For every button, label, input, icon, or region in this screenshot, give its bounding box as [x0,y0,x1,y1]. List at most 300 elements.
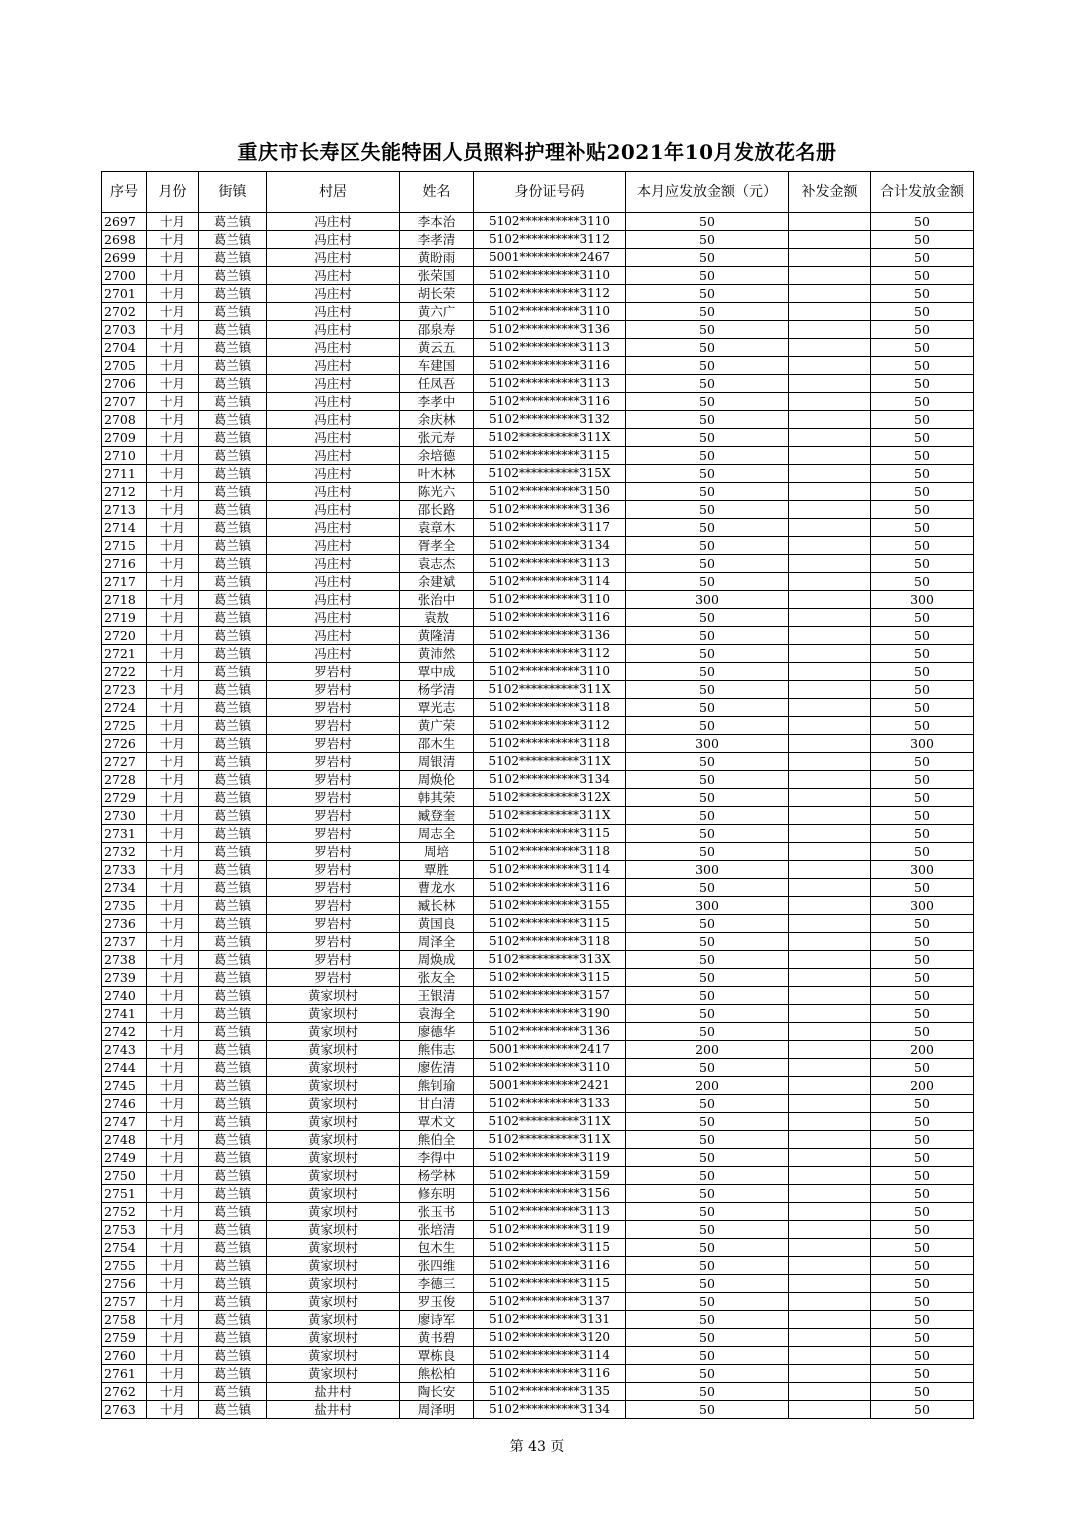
cell-amount: 50 [626,1329,789,1347]
cell-id: 5102**********311X [474,807,626,825]
table-row [102,411,974,429]
cell-id: 5102**********3118 [474,843,626,861]
cell-id: 5102**********3115 [474,825,626,843]
cell-name: 黄盼雨 [400,249,474,267]
cell-amount: 50 [626,1257,789,1275]
cell-supplement [789,483,871,501]
cell-total: 50 [871,537,974,555]
cell-amount: 50 [626,699,789,717]
cell-name: 熊松柏 [400,1365,474,1383]
table-row [102,339,974,357]
cell-village: 黄家坝村 [267,1329,400,1347]
cell-month: 十月 [147,1293,199,1311]
cell-id: 5102**********3116 [474,879,626,897]
cell-month: 十月 [147,519,199,537]
cell-seq: 2725 [102,717,147,735]
cell-month: 十月 [147,447,199,465]
table-row [102,447,974,465]
table-row [102,1347,974,1365]
cell-seq: 2697 [102,213,147,231]
cell-month: 十月 [147,411,199,429]
cell-village: 罗岩村 [267,915,400,933]
table-row [102,1077,974,1095]
cell-supplement [789,663,871,681]
cell-id: 5102**********3134 [474,1401,626,1419]
cell-supplement [789,609,871,627]
cell-month: 十月 [147,1005,199,1023]
cell-village: 冯庄村 [267,591,400,609]
table-row [102,1365,974,1383]
cell-name: 袁志杰 [400,555,474,573]
cell-month: 十月 [147,1311,199,1329]
cell-seq: 2715 [102,537,147,555]
table-row [102,1311,974,1329]
cell-town: 葛兰镇 [199,645,267,663]
cell-id: 5102**********3115 [474,1239,626,1257]
cell-seq: 2756 [102,1275,147,1293]
cell-month: 十月 [147,1239,199,1257]
cell-seq: 2699 [102,249,147,267]
cell-total: 50 [871,285,974,303]
cell-month: 十月 [147,321,199,339]
cell-supplement [789,879,871,897]
cell-name: 周志全 [400,825,474,843]
cell-month: 十月 [147,1023,199,1041]
cell-total: 50 [871,375,974,393]
cell-id: 5102**********313X [474,951,626,969]
table-row [102,1257,974,1275]
cell-amount: 50 [626,249,789,267]
cell-name: 覃栋良 [400,1347,474,1365]
cell-name: 韩其荣 [400,789,474,807]
cell-supplement [789,1275,871,1293]
cell-town: 葛兰镇 [199,1059,267,1077]
cell-amount: 50 [626,1185,789,1203]
cell-name: 周焕成 [400,951,474,969]
cell-total: 50 [871,1149,974,1167]
cell-town: 葛兰镇 [199,267,267,285]
cell-amount: 50 [626,339,789,357]
cell-town: 葛兰镇 [199,1257,267,1275]
cell-amount: 50 [626,609,789,627]
cell-total: 50 [871,933,974,951]
cell-supplement [789,591,871,609]
cell-month: 十月 [147,1383,199,1401]
cell-seq: 2762 [102,1383,147,1401]
cell-seq: 2741 [102,1005,147,1023]
cell-supplement [789,753,871,771]
cell-supplement [789,915,871,933]
cell-town: 葛兰镇 [199,627,267,645]
cell-town: 葛兰镇 [199,1239,267,1257]
cell-amount: 50 [626,555,789,573]
cell-name: 杨学清 [400,681,474,699]
cell-supplement [789,1005,871,1023]
table-row [102,879,974,897]
cell-month: 十月 [147,789,199,807]
cell-amount: 50 [626,393,789,411]
cell-name: 陈光六 [400,483,474,501]
cell-month: 十月 [147,987,199,1005]
cell-seq: 2718 [102,591,147,609]
cell-id: 5102**********3118 [474,699,626,717]
cell-amount: 200 [626,1041,789,1059]
cell-village: 冯庄村 [267,429,400,447]
cell-total: 50 [871,573,974,591]
cell-village: 罗岩村 [267,897,400,915]
cell-town: 葛兰镇 [199,1077,267,1095]
cell-total: 50 [871,1347,974,1365]
cell-town: 葛兰镇 [199,357,267,375]
cell-total: 50 [871,1095,974,1113]
cell-id: 5102**********3112 [474,231,626,249]
cell-amount: 50 [626,879,789,897]
cell-seq: 2719 [102,609,147,627]
cell-total: 50 [871,249,974,267]
col-header-total: 合计发放金额 [871,172,974,213]
cell-id: 5102**********3115 [474,969,626,987]
table-row [102,735,974,753]
cell-month: 十月 [147,1257,199,1275]
table-row [102,483,974,501]
cell-name: 黄书碧 [400,1329,474,1347]
cell-village: 黄家坝村 [267,1095,400,1113]
cell-total: 50 [871,483,974,501]
cell-amount: 50 [626,1221,789,1239]
cell-supplement [789,411,871,429]
cell-amount: 50 [626,465,789,483]
cell-name: 包木生 [400,1239,474,1257]
cell-supplement [789,843,871,861]
cell-month: 十月 [147,933,199,951]
cell-amount: 50 [626,663,789,681]
table-row [102,1131,974,1149]
cell-supplement [789,1365,871,1383]
cell-seq: 2734 [102,879,147,897]
table-row [102,573,974,591]
cell-seq: 2708 [102,411,147,429]
cell-name: 曹龙水 [400,879,474,897]
cell-town: 葛兰镇 [199,1023,267,1041]
cell-amount: 50 [626,789,789,807]
cell-seq: 2726 [102,735,147,753]
cell-amount: 50 [626,1383,789,1401]
cell-id: 5102**********3115 [474,1275,626,1293]
cell-supplement [789,573,871,591]
cell-supplement [789,231,871,249]
cell-name: 车建国 [400,357,474,375]
cell-id: 5001**********2417 [474,1041,626,1059]
cell-id: 5102**********3110 [474,213,626,231]
table-row [102,501,974,519]
table-row [102,681,974,699]
cell-village: 冯庄村 [267,339,400,357]
cell-name: 陶长安 [400,1383,474,1401]
cell-month: 十月 [147,717,199,735]
cell-amount: 300 [626,735,789,753]
cell-town: 葛兰镇 [199,465,267,483]
cell-total: 50 [871,393,974,411]
table-body [102,213,974,1419]
cell-town: 葛兰镇 [199,447,267,465]
cell-amount: 50 [626,1131,789,1149]
cell-name: 张友全 [400,969,474,987]
cell-id: 5102**********3114 [474,861,626,879]
cell-village: 冯庄村 [267,501,400,519]
table-row [102,1023,974,1041]
table-row [102,645,974,663]
cell-supplement [789,1221,871,1239]
cell-village: 冯庄村 [267,213,400,231]
cell-town: 葛兰镇 [199,915,267,933]
cell-total: 50 [871,609,974,627]
cell-amount: 50 [626,681,789,699]
cell-supplement [789,681,871,699]
cell-id: 5102**********3134 [474,771,626,789]
cell-village: 冯庄村 [267,465,400,483]
cell-town: 葛兰镇 [199,1275,267,1293]
table-row [102,1149,974,1167]
cell-town: 葛兰镇 [199,753,267,771]
cell-month: 十月 [147,771,199,789]
cell-total: 50 [871,969,974,987]
cell-total: 50 [871,1365,974,1383]
cell-seq: 2735 [102,897,147,915]
cell-town: 葛兰镇 [199,303,267,321]
cell-town: 葛兰镇 [199,843,267,861]
cell-village: 黄家坝村 [267,1221,400,1239]
cell-id: 5102**********3116 [474,393,626,411]
table-row [102,285,974,303]
cell-amount: 50 [626,537,789,555]
cell-id: 5102**********3112 [474,645,626,663]
cell-amount: 50 [626,1203,789,1221]
cell-total: 50 [871,627,974,645]
cell-total: 50 [871,357,974,375]
cell-total: 50 [871,321,974,339]
cell-amount: 50 [626,213,789,231]
cell-town: 葛兰镇 [199,1131,267,1149]
cell-total: 50 [871,1131,974,1149]
table-row [102,591,974,609]
cell-seq: 2737 [102,933,147,951]
cell-id: 5102**********3118 [474,933,626,951]
cell-name: 王银清 [400,987,474,1005]
cell-amount: 50 [626,807,789,825]
cell-seq: 2763 [102,1401,147,1419]
cell-total: 50 [871,1275,974,1293]
cell-total: 50 [871,879,974,897]
cell-supplement [789,357,871,375]
cell-id: 5102**********3110 [474,591,626,609]
cell-village: 黄家坝村 [267,987,400,1005]
cell-village: 罗岩村 [267,843,400,861]
cell-seq: 2728 [102,771,147,789]
cell-name: 周培 [400,843,474,861]
cell-seq: 2742 [102,1023,147,1041]
cell-month: 十月 [147,1203,199,1221]
cell-village: 罗岩村 [267,753,400,771]
cell-seq: 2730 [102,807,147,825]
cell-name: 臧长林 [400,897,474,915]
cell-seq: 2733 [102,861,147,879]
cell-village: 冯庄村 [267,537,400,555]
cell-total: 50 [871,681,974,699]
cell-id: 5102**********3156 [474,1185,626,1203]
cell-name: 邵木生 [400,735,474,753]
cell-supplement [789,285,871,303]
cell-seq: 2736 [102,915,147,933]
cell-seq: 2743 [102,1041,147,1059]
cell-seq: 2752 [102,1203,147,1221]
table-row [102,1329,974,1347]
table-row [102,627,974,645]
cell-town: 葛兰镇 [199,213,267,231]
page-title: 重庆市长寿区失能特困人员照料护理补贴2021年10月发放花名册 [237,140,837,164]
table-row [102,1041,974,1059]
cell-seq: 2716 [102,555,147,573]
cell-village: 冯庄村 [267,555,400,573]
cell-total: 50 [871,1059,974,1077]
cell-amount: 50 [626,357,789,375]
cell-month: 十月 [147,537,199,555]
cell-seq: 2703 [102,321,147,339]
cell-supplement [789,699,871,717]
table-row [102,1167,974,1185]
cell-month: 十月 [147,501,199,519]
cell-supplement [789,267,871,285]
cell-supplement [789,555,871,573]
cell-name: 叶木林 [400,465,474,483]
table-row [102,987,974,1005]
table-row [102,465,974,483]
cell-name: 覃术文 [400,1113,474,1131]
page-number: 第 43 页 [509,1439,565,1455]
cell-seq: 2702 [102,303,147,321]
cell-seq: 2747 [102,1113,147,1131]
cell-total: 50 [871,645,974,663]
cell-month: 十月 [147,573,199,591]
cell-supplement [789,987,871,1005]
cell-village: 冯庄村 [267,645,400,663]
cell-month: 十月 [147,1077,199,1095]
cell-name: 熊钊瑜 [400,1077,474,1095]
cell-village: 罗岩村 [267,951,400,969]
cell-amount: 50 [626,447,789,465]
cell-supplement [789,1203,871,1221]
cell-supplement [789,1383,871,1401]
cell-name: 廖德华 [400,1023,474,1041]
cell-village: 冯庄村 [267,375,400,393]
cell-month: 十月 [147,1131,199,1149]
cell-town: 葛兰镇 [199,393,267,411]
cell-town: 葛兰镇 [199,609,267,627]
cell-month: 十月 [147,681,199,699]
cell-village: 冯庄村 [267,483,400,501]
cell-id: 5102**********311X [474,1131,626,1149]
cell-village: 黄家坝村 [267,1023,400,1041]
cell-seq: 2757 [102,1293,147,1311]
cell-town: 葛兰镇 [199,1005,267,1023]
cell-village: 黄家坝村 [267,1005,400,1023]
cell-amount: 300 [626,591,789,609]
table-row [102,1059,974,1077]
cell-village: 冯庄村 [267,285,400,303]
cell-seq: 2723 [102,681,147,699]
cell-supplement [789,501,871,519]
cell-town: 葛兰镇 [199,555,267,573]
cell-name: 李孝中 [400,393,474,411]
cell-town: 葛兰镇 [199,249,267,267]
table-row [102,1293,974,1311]
cell-id: 5102**********311X [474,1113,626,1131]
cell-name: 覃胜 [400,861,474,879]
table-row [102,519,974,537]
cell-town: 葛兰镇 [199,429,267,447]
cell-month: 十月 [147,825,199,843]
cell-village: 罗岩村 [267,879,400,897]
cell-seq: 2727 [102,753,147,771]
cell-village: 罗岩村 [267,681,400,699]
cell-month: 十月 [147,429,199,447]
cell-total: 50 [871,717,974,735]
cell-town: 葛兰镇 [199,879,267,897]
col-header-town: 街镇 [199,172,267,213]
cell-amount: 300 [626,861,789,879]
cell-supplement [789,771,871,789]
cell-seq: 2712 [102,483,147,501]
cell-name: 周泽全 [400,933,474,951]
cell-total: 50 [871,1329,974,1347]
cell-supplement [789,969,871,987]
cell-amount: 50 [626,753,789,771]
cell-supplement [789,303,871,321]
cell-seq: 2731 [102,825,147,843]
cell-village: 罗岩村 [267,735,400,753]
cell-total: 50 [871,1203,974,1221]
cell-month: 十月 [147,1365,199,1383]
cell-id: 5102**********3116 [474,1365,626,1383]
cell-id: 5001**********2467 [474,249,626,267]
cell-village: 冯庄村 [267,267,400,285]
cell-name: 周银清 [400,753,474,771]
cell-village: 罗岩村 [267,969,400,987]
cell-month: 十月 [147,249,199,267]
cell-name: 周泽明 [400,1401,474,1419]
cell-seq: 2761 [102,1365,147,1383]
cell-id: 5102**********3135 [474,1383,626,1401]
cell-name: 杨学林 [400,1167,474,1185]
cell-seq: 2745 [102,1077,147,1095]
cell-town: 葛兰镇 [199,1365,267,1383]
cell-id: 5102**********3112 [474,717,626,735]
cell-id: 5102**********3120 [474,1329,626,1347]
table-row [102,429,974,447]
cell-village: 盐井村 [267,1401,400,1419]
cell-amount: 50 [626,267,789,285]
cell-total: 50 [871,663,974,681]
cell-amount: 50 [626,501,789,519]
cell-total: 50 [871,1383,974,1401]
cell-amount: 50 [626,825,789,843]
cell-supplement [789,933,871,951]
cell-month: 十月 [147,879,199,897]
cell-seq: 2720 [102,627,147,645]
roster-table [101,171,974,1419]
cell-name: 修东明 [400,1185,474,1203]
cell-seq: 2713 [102,501,147,519]
cell-total: 50 [871,519,974,537]
